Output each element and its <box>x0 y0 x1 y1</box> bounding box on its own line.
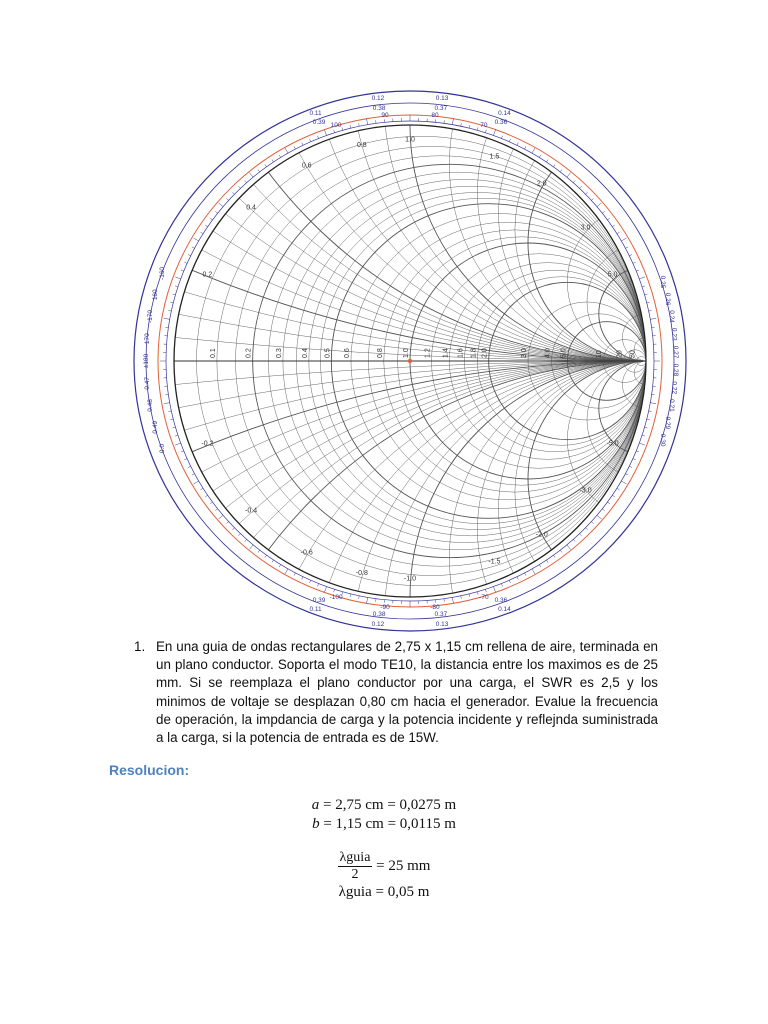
tick-mark <box>359 123 360 126</box>
tick-mark <box>173 427 176 428</box>
tick-mark <box>285 148 288 153</box>
resistance-label: 4.0 <box>544 348 552 358</box>
tick-mark <box>218 203 223 207</box>
reactance-arc <box>120 361 700 640</box>
resistance-label: 1.8 <box>470 348 478 358</box>
eq-b-var: b <box>312 816 320 832</box>
tick-mark <box>452 119 453 125</box>
reactance-label: 0.4 <box>246 204 256 212</box>
tick-mark <box>310 139 311 142</box>
tick-mark <box>553 555 555 557</box>
tick-mark <box>201 488 204 490</box>
tick-mark <box>170 302 173 303</box>
reactance-label: 3.0 <box>580 224 591 232</box>
reactance-label: -0.6 <box>300 549 313 557</box>
bottom-scale-label: 0.37 <box>434 611 448 619</box>
tick-mark <box>553 164 555 166</box>
resistance-label: 0.5 <box>324 348 332 358</box>
reactance-label: -0.2 <box>201 440 214 448</box>
right-scale-label: 0.30 <box>659 433 667 447</box>
tick-mark <box>517 143 518 146</box>
resistance-label: 50 <box>629 350 637 358</box>
tick-mark <box>170 419 173 420</box>
reactance-label: 1.5 <box>489 153 500 161</box>
reactance-label: -0.4 <box>245 507 258 515</box>
tick-mark <box>192 474 195 475</box>
tick-mark <box>629 254 632 255</box>
tick-mark <box>367 119 368 125</box>
reactance-label: 0.8 <box>356 141 367 149</box>
reactance-arc <box>120 80 700 361</box>
tick-mark <box>294 146 295 149</box>
tick-mark <box>650 318 656 319</box>
tick-mark <box>279 565 281 568</box>
reactance-arc <box>120 80 700 361</box>
tick-mark <box>452 597 453 603</box>
right-scale-label: 0.23 <box>670 327 678 341</box>
resistance-label: 0.3 <box>275 348 283 358</box>
left-scale-label: 0.47 <box>143 376 151 390</box>
bottom-scale-label: 0.36 <box>494 596 508 604</box>
top-scale-label: 0.11 <box>309 109 322 117</box>
bottom-scale-label: 0.13 <box>435 621 449 629</box>
tick-mark <box>175 443 181 445</box>
tick-mark <box>591 198 593 200</box>
tick-mark <box>205 495 207 497</box>
tick-mark <box>279 155 281 158</box>
tick-mark <box>238 534 240 536</box>
eq-b-value: = 1,15 cm = 0,0115 m <box>319 816 456 832</box>
tick-mark <box>602 211 604 213</box>
right-scale-label: 0.28 <box>671 363 679 377</box>
reactance-arc <box>120 361 700 640</box>
tick-mark <box>509 580 510 583</box>
tick-mark <box>493 587 495 593</box>
tick-mark <box>168 411 171 412</box>
reactance-arc <box>120 361 700 640</box>
reactance-label: 2.0 <box>536 180 547 188</box>
equation-lambda <box>0 884 768 901</box>
tick-mark <box>324 130 326 136</box>
tick-mark <box>175 435 178 436</box>
tick-mark <box>612 225 614 227</box>
tick-mark <box>645 427 648 428</box>
reactance-arc <box>122 361 700 640</box>
tick-mark <box>201 232 204 234</box>
problem-text: En una guia de ondas rectangulares de 2,75 x 1,15 cm rellena de aire, terminada en un plano conductor. Soporta el modo TE10, la distancia entre los maximos es de 25 mm. Si se reemplaza el plano conductor por una carga, el SWR es 2,5 y los minimos de voltaje se desplazan 0,80 cm hacia el generador. Evalue la frecuencia de operación, la impdancia de carga y la potencia incidente y reflejnda suministrada a la carga, si la potencia de entrada es de 15W. <box>156 639 658 746</box>
tick-mark <box>525 573 526 576</box>
tick-mark <box>334 589 335 592</box>
reactance-label: 1.0 <box>405 136 415 144</box>
left-scale-label: 0.0 <box>158 444 166 454</box>
tick-mark <box>546 160 548 162</box>
resistance-label: 0.1 <box>209 348 217 358</box>
resistance-label: 3.0 <box>521 348 528 358</box>
equation-a <box>0 797 768 814</box>
tick-mark <box>215 509 217 511</box>
tick-mark <box>639 277 645 279</box>
problem-statement <box>134 638 658 747</box>
bottom-scale-label: 0.12 <box>371 621 385 629</box>
tick-mark <box>591 522 593 524</box>
tick-mark <box>258 170 260 172</box>
tick-mark <box>461 123 462 126</box>
bottom-scale-label: 0.38 <box>372 611 386 619</box>
tick-mark <box>272 160 274 162</box>
tick-mark <box>579 186 581 188</box>
tick-mark <box>215 211 217 213</box>
right-scale-label: 0.25 <box>659 275 667 289</box>
resistance-label: 2.0 <box>481 348 489 358</box>
tick-mark <box>642 435 645 436</box>
tick-mark <box>175 277 181 279</box>
tick-mark <box>188 254 191 255</box>
right-scale-label: 0.21 <box>667 399 675 412</box>
tick-mark <box>625 474 628 475</box>
top-scale-label: 0.37 <box>434 104 448 112</box>
reactance-arc <box>120 80 700 361</box>
tick-mark <box>181 451 184 452</box>
right-scale-label: 0.24 <box>667 310 675 323</box>
tick-mark <box>205 225 207 227</box>
tick-mark <box>302 143 303 146</box>
tick-mark <box>621 238 626 241</box>
tick-mark <box>218 515 223 519</box>
tick-mark <box>649 411 652 412</box>
tick-mark <box>645 294 648 295</box>
tick-mark <box>210 502 212 504</box>
problem-number: 1. <box>134 639 146 654</box>
tick-mark <box>586 192 588 194</box>
reactance-label: -0.8 <box>355 570 368 578</box>
tick-mark <box>633 459 636 460</box>
tick-mark <box>245 539 247 541</box>
tick-mark <box>617 488 620 490</box>
tick-mark <box>647 302 650 303</box>
resolucion-heading: Resolucion: <box>109 762 190 778</box>
tick-mark <box>232 528 234 530</box>
tick-mark <box>317 584 318 587</box>
tick-mark <box>607 218 609 220</box>
tick-mark <box>485 589 486 592</box>
bottom-scale-label: 0.14 <box>498 606 511 614</box>
tick-mark <box>532 148 535 153</box>
top-scale-label: 0.14 <box>498 109 511 117</box>
tick-mark <box>560 550 562 552</box>
eq-a-var: a <box>311 797 320 813</box>
tick-mark <box>469 594 470 597</box>
tick-mark <box>539 565 541 568</box>
tick-mark <box>226 198 228 200</box>
tick-mark <box>602 509 604 511</box>
tick-mark <box>586 528 588 530</box>
fraction <box>338 850 373 883</box>
bottom-scale-label: -100 <box>329 594 343 602</box>
bottom-scale-label: -90 <box>380 603 390 611</box>
tick-mark <box>175 286 178 287</box>
tick-mark <box>517 577 518 580</box>
tick-mark <box>265 555 267 557</box>
tick-mark <box>501 584 502 587</box>
tick-mark <box>184 459 187 460</box>
tick-mark <box>461 596 462 599</box>
right-scale-label: 0.27 <box>671 345 679 359</box>
tick-mark <box>324 587 326 593</box>
tick-mark <box>184 262 187 263</box>
tick-mark <box>649 310 652 311</box>
resistance-label: 1.4 <box>442 348 450 358</box>
tick-mark <box>249 545 253 550</box>
reactance-arc <box>351 80 700 361</box>
tick-mark <box>597 203 602 207</box>
tick-mark <box>607 502 609 504</box>
tick-mark <box>509 139 510 142</box>
reactance-arc <box>120 80 700 361</box>
left-scale-label: -160 <box>158 266 166 280</box>
tick-mark <box>567 545 571 550</box>
tick-mark <box>181 270 184 271</box>
top-scale-label: 80 <box>431 112 439 120</box>
top-scale-label: 0.38 <box>372 104 386 112</box>
tick-mark <box>573 539 575 541</box>
reactance-arc <box>120 80 700 361</box>
reactance-arc <box>120 361 700 640</box>
bottom-scale-label: 0.39 <box>312 596 326 604</box>
tick-mark <box>469 125 470 128</box>
reactance-arc <box>477 361 700 640</box>
fraction-denominator: 2 <box>351 867 359 882</box>
tick-mark <box>192 247 195 248</box>
tick-mark <box>597 515 602 519</box>
tick-mark <box>579 534 581 536</box>
tick-mark <box>546 560 548 562</box>
top-scale-label: 0.12 <box>371 94 385 102</box>
left-scale-label: ±180 <box>143 353 150 369</box>
tick-mark <box>532 569 535 574</box>
equation-b <box>0 816 768 833</box>
tick-mark <box>168 310 171 311</box>
right-scale-label: 0.29 <box>664 416 672 430</box>
tick-mark <box>188 466 191 467</box>
top-scale-label: 0.13 <box>435 94 449 102</box>
resistance-label: 1.6 <box>457 348 465 358</box>
tick-mark <box>258 550 260 552</box>
tick-mark <box>501 136 502 139</box>
resistance-label: 5.0 <box>560 348 568 358</box>
tick-mark <box>629 466 632 467</box>
tick-mark <box>302 577 303 580</box>
resistance-label: 0.4 <box>301 348 309 358</box>
tick-mark <box>485 130 486 133</box>
tick-mark <box>647 419 650 420</box>
tick-mark <box>238 186 240 188</box>
tick-mark <box>334 130 335 133</box>
tick-mark <box>477 127 478 130</box>
reactance-arc <box>410 361 700 640</box>
tick-mark <box>617 232 620 234</box>
tick-mark <box>232 192 234 194</box>
tick-mark <box>350 125 351 128</box>
smith-chart <box>120 80 700 640</box>
reactance-arc <box>120 80 700 361</box>
tick-mark <box>625 247 628 248</box>
tick-mark <box>294 573 295 576</box>
reactance-label: -5.0 <box>606 440 619 448</box>
reactance-label: -1.0 <box>403 575 417 583</box>
eq-half-value: = 25 mm <box>372 857 431 874</box>
tick-mark <box>272 560 274 562</box>
reactance-label: 0.2 <box>202 271 213 279</box>
center-marker <box>408 359 412 363</box>
reactance-arc <box>120 80 700 361</box>
tick-mark <box>650 403 656 404</box>
equation-half-lambda <box>0 850 768 883</box>
tick-mark <box>560 170 562 172</box>
tick-mark <box>173 294 176 295</box>
tick-mark <box>359 596 360 599</box>
tick-mark <box>265 164 267 166</box>
top-scale-label: 90 <box>381 112 389 120</box>
fraction-numerator: λguia <box>339 850 371 865</box>
tick-mark <box>193 238 198 241</box>
resistance-label: 0.2 <box>245 348 253 358</box>
tick-mark <box>310 580 311 583</box>
reactance-arc <box>120 361 700 640</box>
tick-mark <box>367 597 368 603</box>
tick-mark <box>633 262 636 263</box>
resistance-label: 0.6 <box>344 348 351 358</box>
resistance-label: 0.8 <box>376 348 384 358</box>
right-scale-label: 0.22 <box>670 381 678 395</box>
reactance-label: -1.5 <box>488 558 501 566</box>
tick-mark <box>164 318 170 319</box>
tick-mark <box>285 569 288 574</box>
tick-mark <box>621 481 626 484</box>
bottom-scale-label: 0.11 <box>309 606 322 614</box>
tick-mark <box>193 481 198 484</box>
tick-mark <box>164 403 170 404</box>
tick-mark <box>525 146 526 149</box>
tick-mark <box>210 218 212 220</box>
tick-mark <box>636 270 639 271</box>
resistance-label: 1.2 <box>424 348 432 358</box>
reactance-label: 0.6 <box>301 162 312 170</box>
reactance-label: -2.0 <box>535 531 548 539</box>
tick-mark <box>636 451 639 452</box>
tick-mark <box>249 173 253 178</box>
left-scale-label: 0.48 <box>146 399 154 412</box>
reactance-label: -3.0 <box>579 487 592 495</box>
top-scale-label: 0.39 <box>312 119 326 127</box>
top-scale-label: 100 <box>330 121 342 129</box>
tick-mark <box>639 443 645 445</box>
top-scale-label: 0.36 <box>494 119 508 127</box>
eq-lambda-value: = 0,05 m <box>371 884 430 900</box>
resistance-label: 10 <box>596 350 604 358</box>
tick-mark <box>350 594 351 597</box>
eq-a-value: = 2,75 cm = 0,0275 m <box>319 797 457 813</box>
reactance-label: 5.0 <box>607 271 618 279</box>
tick-mark <box>245 180 247 182</box>
tick-mark <box>612 495 614 497</box>
resistance-label: 20 <box>616 350 624 358</box>
reactance-arc <box>120 361 700 640</box>
top-scale-label: 70 <box>480 121 488 129</box>
tick-mark <box>342 127 343 130</box>
reactance-arc <box>120 361 700 640</box>
tick-mark <box>477 592 478 595</box>
left-scale-label: -170 <box>146 310 154 324</box>
left-scale-label: 170 <box>143 333 151 345</box>
tick-mark <box>317 136 318 139</box>
left-scale-label: 0.49 <box>151 420 159 434</box>
left-scale-label: 160 <box>151 289 159 301</box>
right-scale-label: 0.26 <box>664 292 672 306</box>
tick-mark <box>539 155 541 158</box>
resistance-label: 1.0 <box>403 348 410 358</box>
bottom-scale-label: -80 <box>430 603 440 611</box>
tick-mark <box>642 286 645 287</box>
tick-mark <box>573 180 575 182</box>
eq-lambda-var: λguia <box>338 884 372 900</box>
reactance-arc <box>351 361 700 640</box>
tick-mark <box>493 130 495 136</box>
tick-mark <box>226 522 228 524</box>
tick-mark <box>567 173 571 178</box>
reactance-arc <box>120 361 700 640</box>
bottom-scale-label: -70 <box>479 594 489 602</box>
reactance-arc <box>120 80 700 361</box>
